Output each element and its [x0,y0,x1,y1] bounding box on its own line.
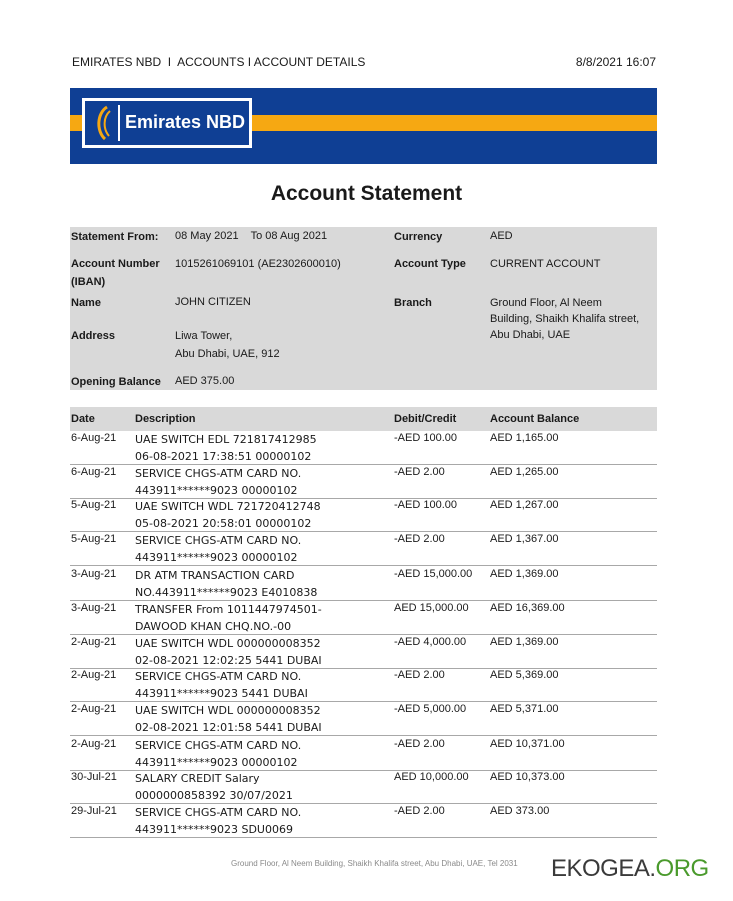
row-date: 2-Aug-21 [71,669,117,681]
account-number-label: Account Number [71,258,160,270]
row-date: 6-Aug-21 [71,432,117,444]
table-row [70,531,657,566]
currency-label: Currency [394,231,443,243]
footer-address: Ground Floor, Al Neem Building, Shaikh Khalifa street, Abu Dhabi, UAE, Tel 2031 [231,859,518,868]
row-balance: AED 373.00 [490,805,550,817]
row-description: UAE SWITCH WDL 000000008352 02-08-2021 12:02:25 5441 DUBAI [135,637,322,667]
account-type-label: Account Type [394,258,466,270]
table-row [70,497,657,532]
transactions-table-header [70,407,657,431]
row-description: SERVICE CHGS-ATM CARD NO. 443911******9023 5441 DUBAI [135,670,308,700]
table-row [70,701,657,736]
row-date: 6-Aug-21 [71,466,117,478]
row-amount: -AED 4,000.00 [394,636,467,648]
bank-logo [82,98,252,148]
row-description: TRANSFER From 1011447974501- DAWOOD KHAN CHQ.NO.-00 [135,603,322,633]
header-debit-credit: Debit/Credit [394,413,457,425]
table-row [70,634,657,669]
row-date: 29-Jul-21 [71,805,117,817]
row-date: 2-Aug-21 [71,636,117,648]
statement-from-label: Statement From: [71,231,159,243]
row-balance: AED 5,371.00 [490,703,559,715]
branch-line-1: Ground Floor, Al Neem [490,297,602,309]
table-row [70,803,657,838]
branch-line-3: Abu Dhabi, UAE [490,329,571,341]
emirates-nbd-mark-icon [93,105,115,141]
row-amount: -AED 2.00 [394,738,445,750]
row-amount: -AED 2.00 [394,533,445,545]
table-row [70,736,657,771]
row-amount: -AED 2.00 [394,466,445,478]
row-description: SERVICE CHGS-ATM CARD NO. 443911******9023 00000102 [135,739,302,769]
watermark-prefix: EKOGEA. [551,855,656,882]
watermark-suffix: ORG [655,855,709,882]
name-value: JOHN CITIZEN [175,296,251,308]
row-description: SERVICE CHGS-ATM CARD NO. 443911******9023 00000102 [135,467,302,497]
account-info-panel [70,227,657,390]
row-description: UAE SWITCH WDL 721720412748 05-08-2021 20:58:01 00000102 [135,500,321,530]
table-row [70,600,657,635]
row-balance: AED 10,373.00 [490,771,565,783]
row-amount: AED 10,000.00 [394,771,469,783]
name-label: Name [71,297,101,309]
breadcrumb: EMIRATES NBD I ACCOUNTS I ACCOUNT DETAILS [72,55,366,69]
branch-label: Branch [394,297,432,309]
logo-separator [118,105,120,141]
top-bar [72,55,656,69]
row-balance: AED 10,371.00 [490,738,565,750]
currency-value: AED [490,230,513,242]
row-date: 30-Jul-21 [71,771,117,783]
row-description: UAE SWITCH WDL 000000008352 02-08-2021 12:01:58 5441 DUBAI [135,704,322,734]
account-number-value: 1015261069101 (AE2302600010) [175,258,341,270]
brand-banner [70,88,657,164]
row-description: SERVICE CHGS-ATM CARD NO. 443911******9023 SDU0069 [135,806,302,836]
row-amount: -AED 5,000.00 [394,703,467,715]
row-date: 5-Aug-21 [71,499,117,511]
row-balance: AED 16,369.00 [490,602,565,614]
logo-text: Emirates NBD [125,112,246,132]
row-amount: -AED 2.00 [394,669,445,681]
statement-period: 08 May 2021 To 08 Aug 2021 [175,230,328,242]
row-amount: -AED 15,000.00 [394,568,473,580]
iban-label: (IBAN) [71,276,106,288]
row-date: 2-Aug-21 [71,738,117,750]
row-date: 3-Aug-21 [71,568,117,580]
row-balance: AED 1,267.00 [490,499,559,511]
row-balance: AED 1,265.00 [490,466,559,478]
row-balance: AED 5,369.00 [490,669,559,681]
address-label: Address [71,330,116,342]
page-title: Account Statement [270,182,463,205]
watermark [551,855,709,883]
account-type-value: CURRENT ACCOUNT [490,258,601,270]
row-amount: AED 15,000.00 [394,602,469,614]
opening-balance-value: AED 375.00 [175,375,235,387]
row-description: DR ATM TRANSACTION CARD NO.443911******9023 E4010838 [135,569,318,599]
row-amount: -AED 100.00 [394,432,457,444]
address-line-2: Abu Dhabi, UAE, 912 [175,348,280,360]
table-row [70,769,657,804]
opening-balance-label: Opening Balance [71,376,161,388]
table-row [70,430,657,465]
branch-line-2: Building, Shaikh Khalifa street, [490,313,640,325]
row-amount: -AED 100.00 [394,499,457,511]
row-amount: -AED 2.00 [394,805,445,817]
print-datetime: 8/8/2021 16:07 [575,55,656,69]
row-description: UAE SWITCH EDL 721817412985 06-08-2021 17:38:51 00000102 [135,433,317,463]
row-balance: AED 1,369.00 [490,636,559,648]
row-date: 2-Aug-21 [71,703,117,715]
row-date: 5-Aug-21 [71,533,117,545]
table-row [70,667,657,702]
row-description: SALARY CREDIT Salary 0000000858392 30/07/2021 [135,772,293,802]
table-row [70,566,657,601]
table-row [70,464,657,499]
row-balance: AED 1,367.00 [490,533,559,545]
header-date: Date [71,413,95,425]
row-date: 3-Aug-21 [71,602,117,614]
address-line-1: Liwa Tower, [175,330,233,342]
row-balance: AED 1,165.00 [490,432,559,444]
header-balance: Account Balance [490,413,580,425]
row-balance: AED 1,369.00 [490,568,559,580]
header-description: Description [135,413,196,425]
row-description: SERVICE CHGS-ATM CARD NO. 443911******9023 00000102 [135,534,302,564]
